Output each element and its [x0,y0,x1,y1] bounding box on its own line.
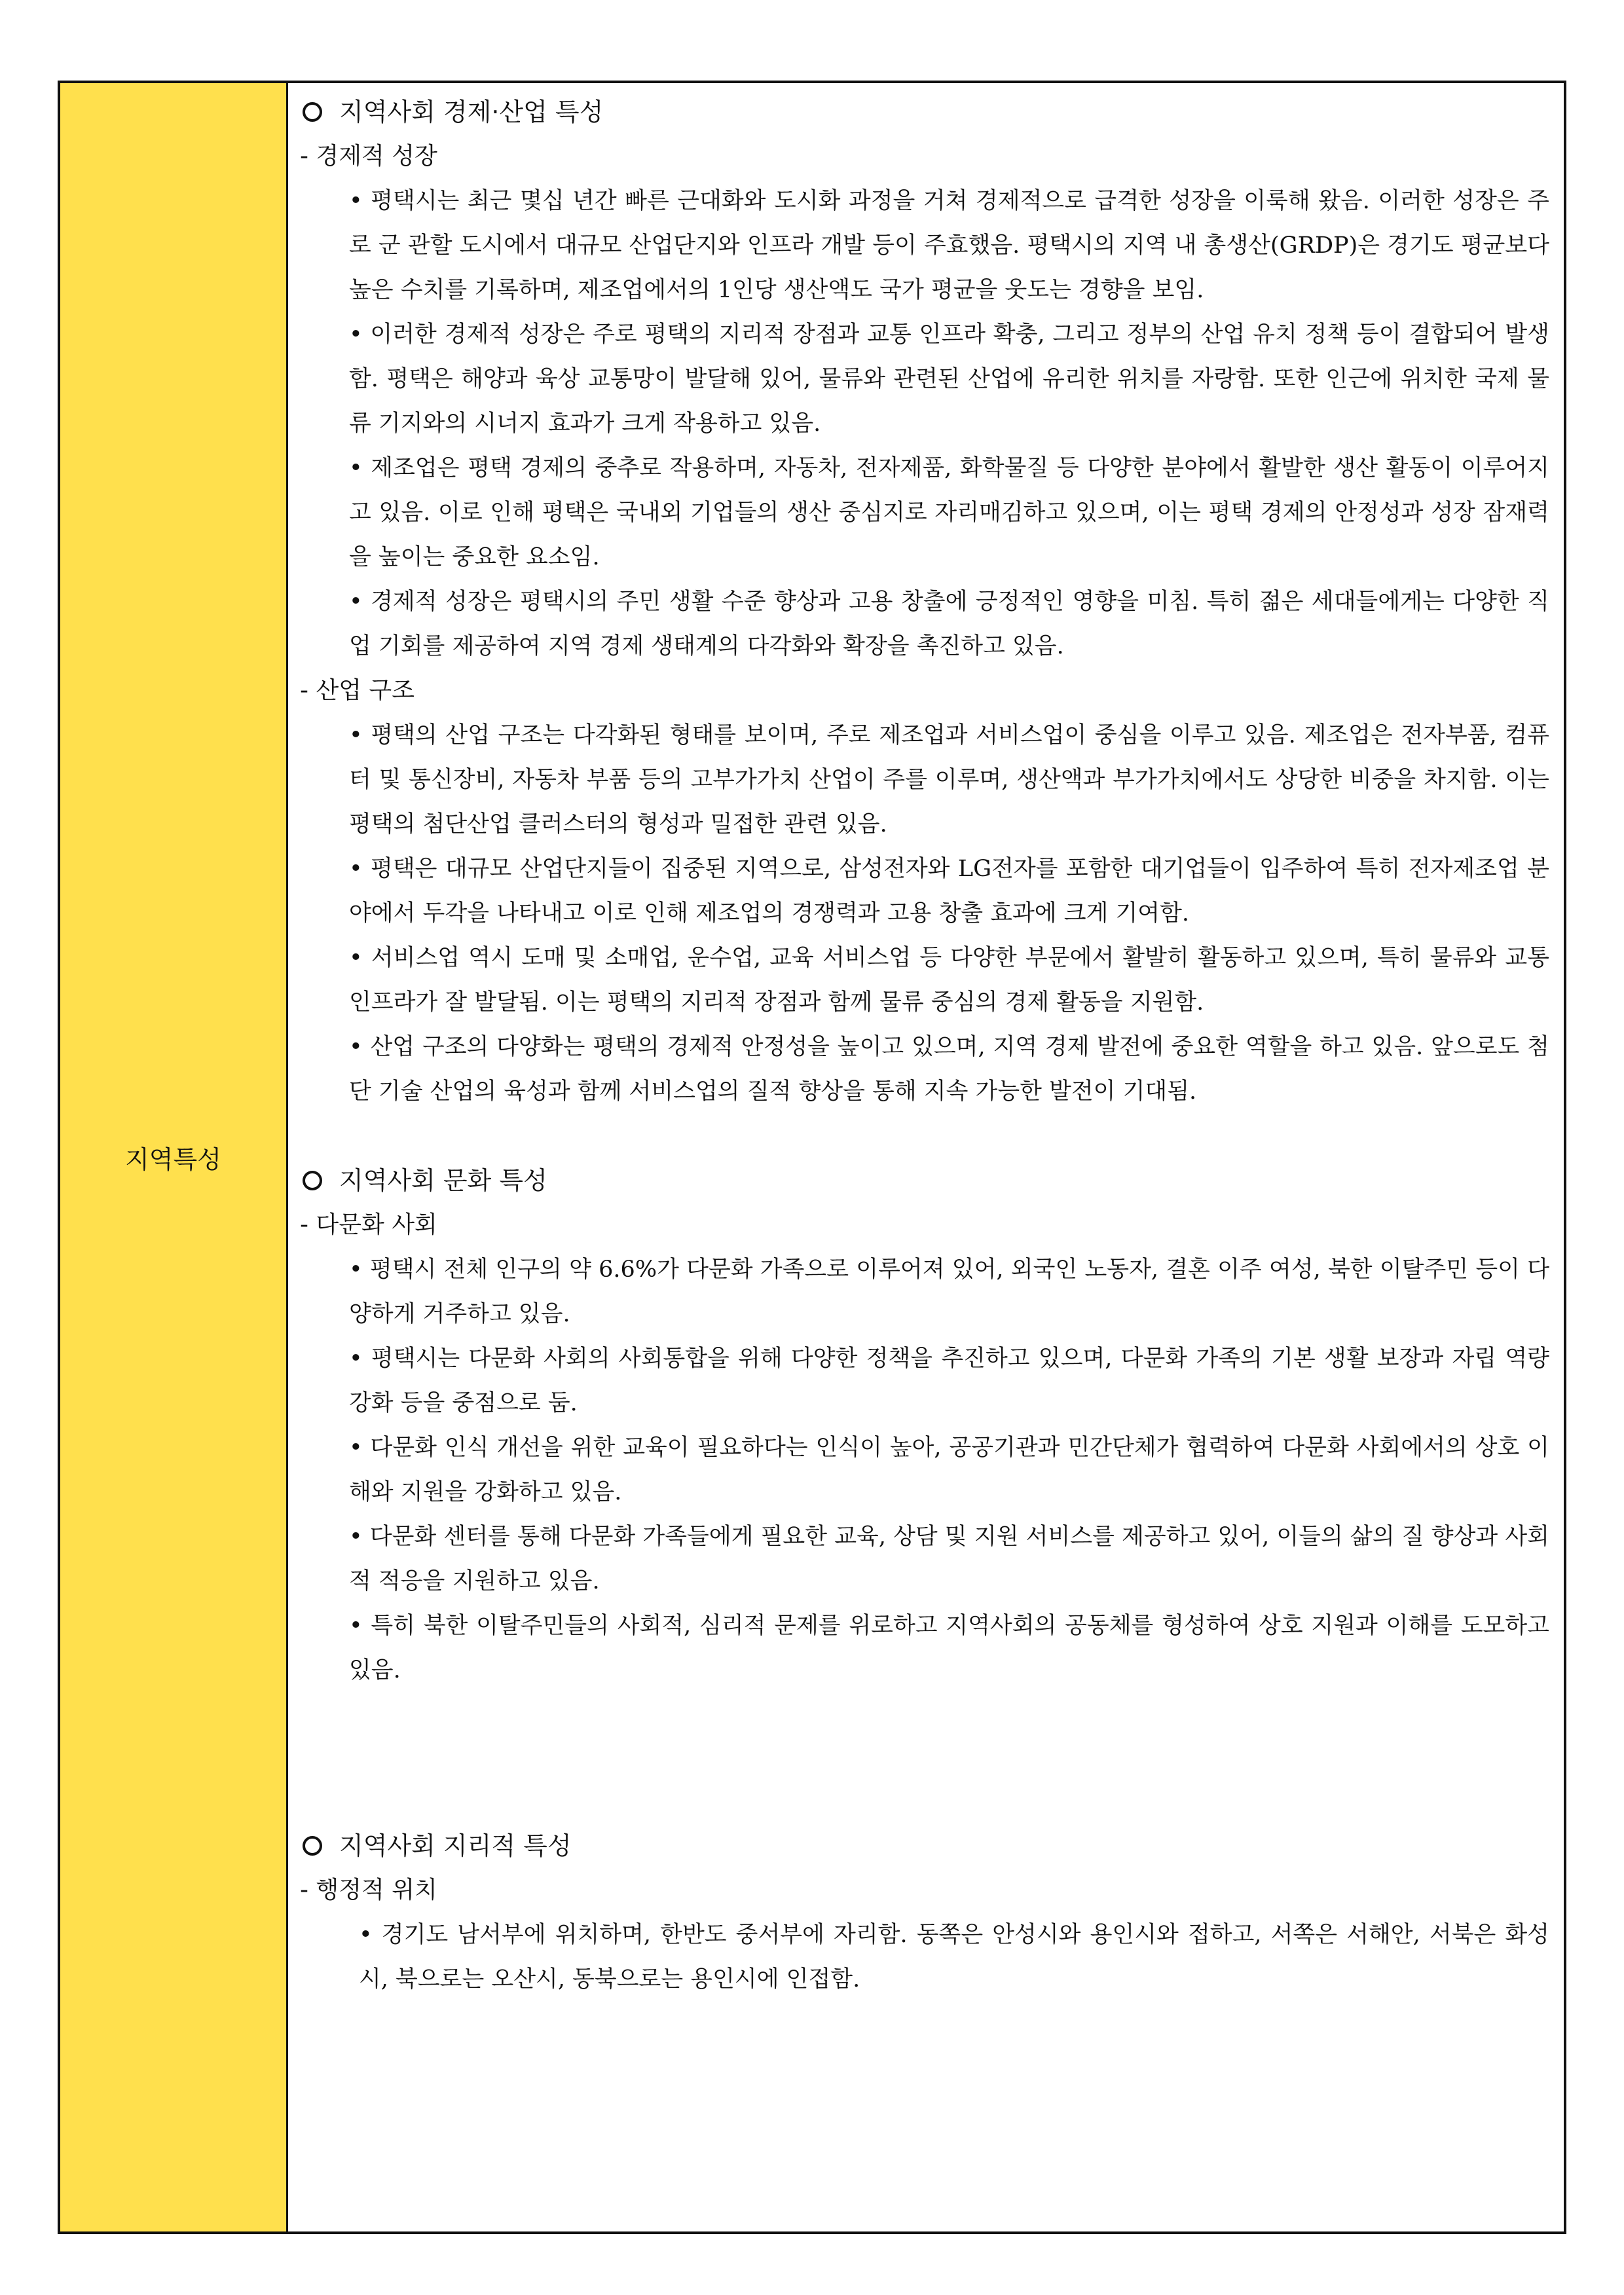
section-economy [300,90,1549,1114]
subsection-heading: - 행정적 위치 [300,1877,437,1903]
bullet-paragraph: • 다문화 인식 개선을 위한 교육이 필요하다는 인식이 높아, 공공기관과 민간단체가 협력하여 다문화 사회에서의 상호 이해와 지원을 강화하고 있음. [349,1435,1549,1505]
spacer [300,1114,1549,1158]
bullet-paragraph: • 평택의 산업 구조는 다각화된 형태를 보이며, 주로 제조업과 서비스업이 중심을 이루고 있음. 제조업은 전자부품, 컴퓨터 및 통신장비, 자동차 부품 등의 고부가가치 산업이 주를 이루며, 생산액과 부가가치에서도 상당한 비중을 차지함. 이는 평택의 첨단산업 클러스터의 형성과 밀접한 관련 있음. [349,722,1549,837]
bullet-paragraph: • 평택은 대규모 산업단지들이 집중된 지역으로, 삼성전자와 LG전자를 포함한 대기업들이 입주하여 특히 전자제조업 분야에서 두각을 나타내고 이로 인해 제조업의 경쟁력과 고용 창출 효과에 크게 기여함. [349,856,1549,927]
bullet-paragraph: • 경기도 남서부에 위치하며, 한반도 중서부에 자리함. 동쪽은 안성시와 용인시와 접하고, 서쪽은 서해안, 서북은 화성시, 북으로는 오산시, 동북으로는 용인시에 인접함. [359,1922,1549,1992]
circle-bullet-icon [303,102,322,122]
content-cell [288,83,1564,2231]
bullet-paragraph: • 이러한 경제적 성장은 주로 평택의 지리적 장점과 교통 인프라 확충, 그리고 정부의 산업 유치 정책 등이 결합되어 발생함. 평택은 해양과 육상 교통망이 발달해 있어, 물류와 관련된 산업에 유리한 위치를 자랑함. 또한 인근에 위치한 국제 물류 기지와의 시너지 효과가 크게 작용하고 있음. [349,321,1549,437]
section-title: 지역사회 지리적 특성 [300,1824,1549,1868]
content-table [58,81,1566,2234]
bullet-paragraph: • 제조업은 평택 경제의 중추로 작용하며, 자동차, 전자제품, 화학물질 등 다양한 분야에서 활발한 생산 활동이 이루어지고 있음. 이로 인해 평택은 국내외 기업들의 생산 중심지로 자리매김하고 있으며, 이는 평택 경제의 안정성과 성장 잠재력을 높이는 중요한 요소임. [349,455,1549,570]
bullet-paragraph: • 평택시 전체 인구의 약 6.6%가 다문화 가족으로 이루어져 있어, 외국인 노동자, 결혼 이주 여성, 북한 이탈주민 등이 다양하게 거주하고 있음. [349,1257,1549,1327]
row-label-cell [60,83,288,2231]
spacer [300,1693,1549,1824]
bullet-paragraph: • 서비스업 역시 도매 및 소매업, 운수업, 교육 서비스업 등 다양한 부문에서 활발히 활동하고 있으며, 특히 물류와 교통 인프라가 잘 발달됨. 이는 평택의 지리적 장점과 함께 물류 중심의 경제 활동을 지원함. [349,945,1549,1016]
circle-bullet-icon [303,1836,322,1856]
subsection-heading: - 산업 구조 [300,677,415,704]
section-title: 지역사회 경제·산업 특성 [300,90,1549,134]
section-geography [300,1824,1549,2002]
bullet-paragraph: • 평택시는 최근 몇십 년간 빠른 근대화와 도시화 과정을 거쳐 경제적으로 급격한 성장을 이룩해 왔음. 이러한 성장은 주로 군 관할 도시에서 대규모 산업단지와 인프라 개발 등이 주효했음. 평택시의 지역 내 총생산(GRDP)은 경기도 평균보다 높은 수치를 기록하며, 제조업에서의 1인당 생산액도 국가 평균을 웃도는 경향을 보임. [349,188,1549,303]
subsection-heading: - 다문화 사회 [300,1211,437,1238]
bullet-paragraph: • 평택시는 다문화 사회의 사회통합을 위해 다양한 정책을 추진하고 있으며, 다문화 가족의 기본 생활 보장과 자립 역량 강화 등을 중점으로 둠. [349,1346,1549,1416]
bullet-paragraph: • 산업 구조의 다양화는 평택의 경제적 안정성을 높이고 있으며, 지역 경제 발전에 중요한 역할을 하고 있음. 앞으로도 첨단 기술 산업의 육성과 함께 서비스업의 질적 향상을 통해 지속 가능한 발전이 기대됨. [349,1034,1549,1105]
bullet-paragraph: • 특히 북한 이탈주민들의 사회적, 심리적 문제를 위로하고 지역사회의 공동체를 형성하여 상호 지원과 이해를 도모하고 있음. [349,1613,1549,1683]
circle-bullet-icon [303,1171,322,1190]
row-label: 지역특성 [125,1145,221,1174]
bullet-paragraph: • 다문화 센터를 통해 다문화 가족들에게 필요한 교육, 상담 및 지원 서비스를 제공하고 있어, 이들의 삶의 질 향상과 사회적 적응을 지원하고 있음. [349,1524,1549,1594]
section-culture [300,1158,1549,1693]
bullet-paragraph: • 경제적 성장은 평택시의 주민 생활 수준 향상과 고용 창출에 긍정적인 영향을 미침. 특히 젊은 세대들에게는 다양한 직업 기회를 제공하여 지역 경제 생태계의 다각화와 확장을 촉진하고 있음. [349,589,1549,659]
section-title: 지역사회 문화 특성 [300,1158,1549,1203]
subsection-heading: - 경제적 성장 [300,143,437,170]
